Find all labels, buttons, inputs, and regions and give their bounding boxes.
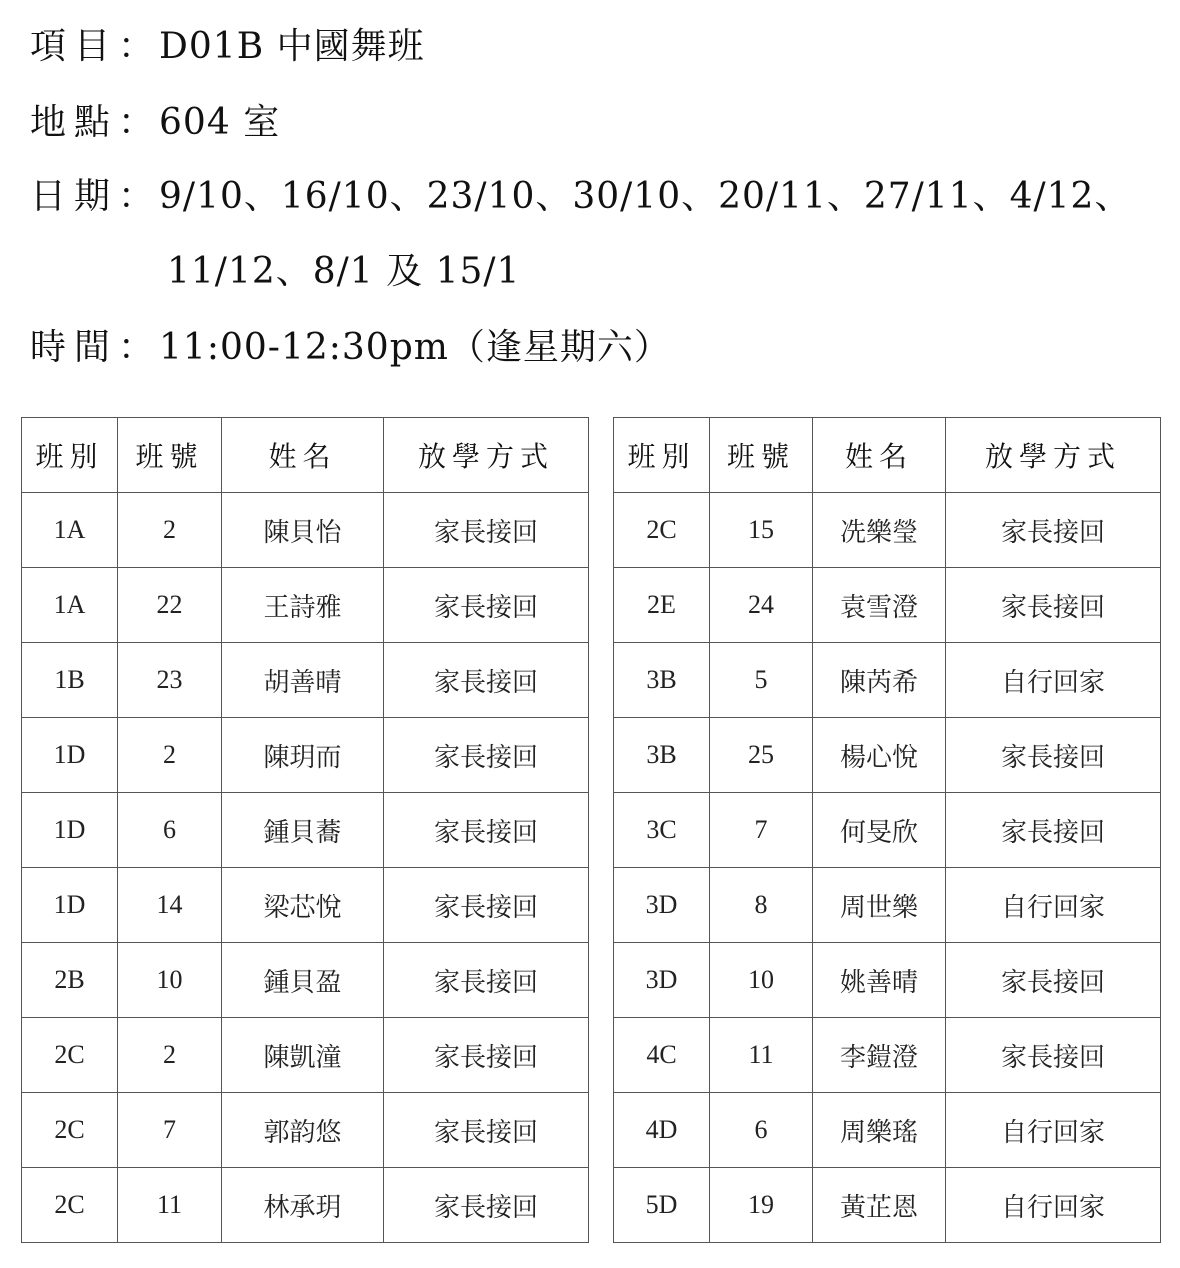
cell-name: 楊心悅 — [813, 718, 946, 793]
table-row — [614, 868, 1161, 943]
cell-method: 家長接回 — [946, 943, 1161, 1018]
time-value: 11:00-12:30pm（逢星期六） — [159, 326, 671, 368]
cell-number: 6 — [710, 1093, 813, 1168]
col-header-number: 班號 — [118, 418, 222, 493]
location-label: 地點 — [30, 101, 119, 143]
cell-name: 王詩雅 — [222, 568, 384, 643]
cell-method: 家長接回 — [384, 718, 589, 793]
cell-number: 15 — [710, 493, 813, 568]
cell-number: 24 — [710, 568, 813, 643]
cell-number: 8 — [710, 868, 813, 943]
cell-number: 11 — [118, 1168, 222, 1243]
date-value-line1: 9/10、16/10、23/10、30/10、20/11、27/11、4/12、 — [159, 175, 1132, 217]
cell-name: 陳貝怡 — [222, 493, 384, 568]
cell-class: 2C — [22, 1093, 118, 1168]
table-row — [614, 943, 1161, 1018]
cell-number: 25 — [710, 718, 813, 793]
cell-number: 14 — [118, 868, 222, 943]
table-row — [22, 1018, 589, 1093]
cell-class: 1D — [22, 793, 118, 868]
cell-number: 7 — [118, 1093, 222, 1168]
cell-method: 家長接回 — [946, 568, 1161, 643]
cell-class: 5D — [614, 1168, 710, 1243]
cell-name: 李鎧澄 — [813, 1018, 946, 1093]
time-line — [30, 314, 671, 374]
left-roster-table — [21, 417, 589, 1243]
table-row — [614, 1018, 1161, 1093]
table-row — [22, 1168, 589, 1243]
cell-name: 冼樂瑩 — [813, 493, 946, 568]
cell-name: 林承玥 — [222, 1168, 384, 1243]
cell-method: 家長接回 — [384, 868, 589, 943]
cell-class: 1B — [22, 643, 118, 718]
location-colon: ： — [118, 101, 156, 143]
cell-method: 家長接回 — [946, 718, 1161, 793]
cell-method: 家長接回 — [384, 1018, 589, 1093]
cell-method: 家長接回 — [384, 793, 589, 868]
cell-class: 1A — [22, 493, 118, 568]
cell-class: 1A — [22, 568, 118, 643]
table-row — [22, 493, 589, 568]
cell-number: 2 — [118, 493, 222, 568]
cell-class: 2C — [22, 1018, 118, 1093]
cell-name: 梁芯悅 — [222, 868, 384, 943]
cell-class: 2C — [614, 493, 710, 568]
table-row — [614, 493, 1161, 568]
cell-name: 陳芮希 — [813, 643, 946, 718]
cell-number: 6 — [118, 793, 222, 868]
date-line — [30, 163, 1131, 223]
cell-method: 家長接回 — [384, 1168, 589, 1243]
date-value-line2: 11/12、8/1 及 15/1 — [167, 250, 521, 292]
table-row — [614, 793, 1161, 868]
cell-method: 家長接回 — [384, 943, 589, 1018]
cell-name: 袁雪澄 — [813, 568, 946, 643]
cell-number: 2 — [118, 718, 222, 793]
table-row — [22, 643, 589, 718]
table-row — [614, 718, 1161, 793]
cell-number: 2 — [118, 1018, 222, 1093]
cell-name: 何旻欣 — [813, 793, 946, 868]
col-header-method: 放學方式 — [946, 418, 1161, 493]
cell-class: 3B — [614, 643, 710, 718]
table-row — [22, 793, 589, 868]
time-label: 時間 — [30, 326, 119, 368]
cell-number: 5 — [710, 643, 813, 718]
project-value: D01B 中國舞班 — [159, 25, 425, 67]
table-row — [614, 643, 1161, 718]
cell-name: 胡善晴 — [222, 643, 384, 718]
cell-class: 3D — [614, 868, 710, 943]
table-row — [22, 718, 589, 793]
cell-name: 陳玥而 — [222, 718, 384, 793]
col-header-method: 放學方式 — [384, 418, 589, 493]
cell-number: 11 — [710, 1018, 813, 1093]
cell-method: 自行回家 — [946, 1093, 1161, 1168]
cell-method: 自行回家 — [946, 868, 1161, 943]
cell-name: 陳凱潼 — [222, 1018, 384, 1093]
cell-class: 3D — [614, 943, 710, 1018]
cell-name: 姚善晴 — [813, 943, 946, 1018]
cell-class: 3C — [614, 793, 710, 868]
date-line-2 — [167, 238, 520, 298]
cell-name: 郭韵悠 — [222, 1093, 384, 1168]
cell-class: 2C — [22, 1168, 118, 1243]
cell-method: 家長接回 — [946, 1018, 1161, 1093]
date-colon: ： — [118, 175, 156, 217]
cell-method: 家長接回 — [384, 493, 589, 568]
cell-number: 23 — [118, 643, 222, 718]
cell-method: 自行回家 — [946, 643, 1161, 718]
date-label: 日期 — [30, 175, 119, 217]
col-header-name: 姓名 — [222, 418, 384, 493]
right-table-header-row — [614, 418, 1161, 493]
cell-method: 家長接回 — [946, 493, 1161, 568]
cell-name: 周樂瑤 — [813, 1093, 946, 1168]
cell-class: 1D — [22, 868, 118, 943]
project-line — [30, 13, 425, 73]
location-value: 604 室 — [159, 101, 281, 143]
cell-class: 2B — [22, 943, 118, 1018]
cell-number: 10 — [710, 943, 813, 1018]
project-colon: ： — [118, 25, 156, 67]
table-row — [22, 1093, 589, 1168]
time-colon: ： — [118, 326, 156, 368]
cell-method: 家長接回 — [384, 1093, 589, 1168]
cell-class: 1D — [22, 718, 118, 793]
cell-number: 10 — [118, 943, 222, 1018]
table-row — [614, 568, 1161, 643]
table-row — [22, 943, 589, 1018]
location-line — [30, 89, 280, 149]
cell-number: 19 — [710, 1168, 813, 1243]
cell-method: 家長接回 — [384, 643, 589, 718]
left-table-header-row — [22, 418, 589, 493]
table-row — [614, 1168, 1161, 1243]
cell-class: 4C — [614, 1018, 710, 1093]
cell-name: 黃芷恩 — [813, 1168, 946, 1243]
cell-number: 22 — [118, 568, 222, 643]
table-row — [614, 1093, 1161, 1168]
project-label: 項目 — [30, 25, 119, 67]
col-header-class: 班別 — [614, 418, 710, 493]
right-roster-table — [613, 417, 1161, 1243]
col-header-name: 姓名 — [813, 418, 946, 493]
cell-method: 自行回家 — [946, 1168, 1161, 1243]
col-header-class: 班別 — [22, 418, 118, 493]
cell-class: 2E — [614, 568, 710, 643]
cell-method: 家長接回 — [946, 793, 1161, 868]
cell-class: 4D — [614, 1093, 710, 1168]
table-row — [22, 868, 589, 943]
cell-name: 鍾貝盈 — [222, 943, 384, 1018]
cell-method: 家長接回 — [384, 568, 589, 643]
col-header-number: 班號 — [710, 418, 813, 493]
cell-class: 3B — [614, 718, 710, 793]
table-row — [22, 568, 589, 643]
cell-name: 周世樂 — [813, 868, 946, 943]
cell-name: 鍾貝蕎 — [222, 793, 384, 868]
cell-number: 7 — [710, 793, 813, 868]
